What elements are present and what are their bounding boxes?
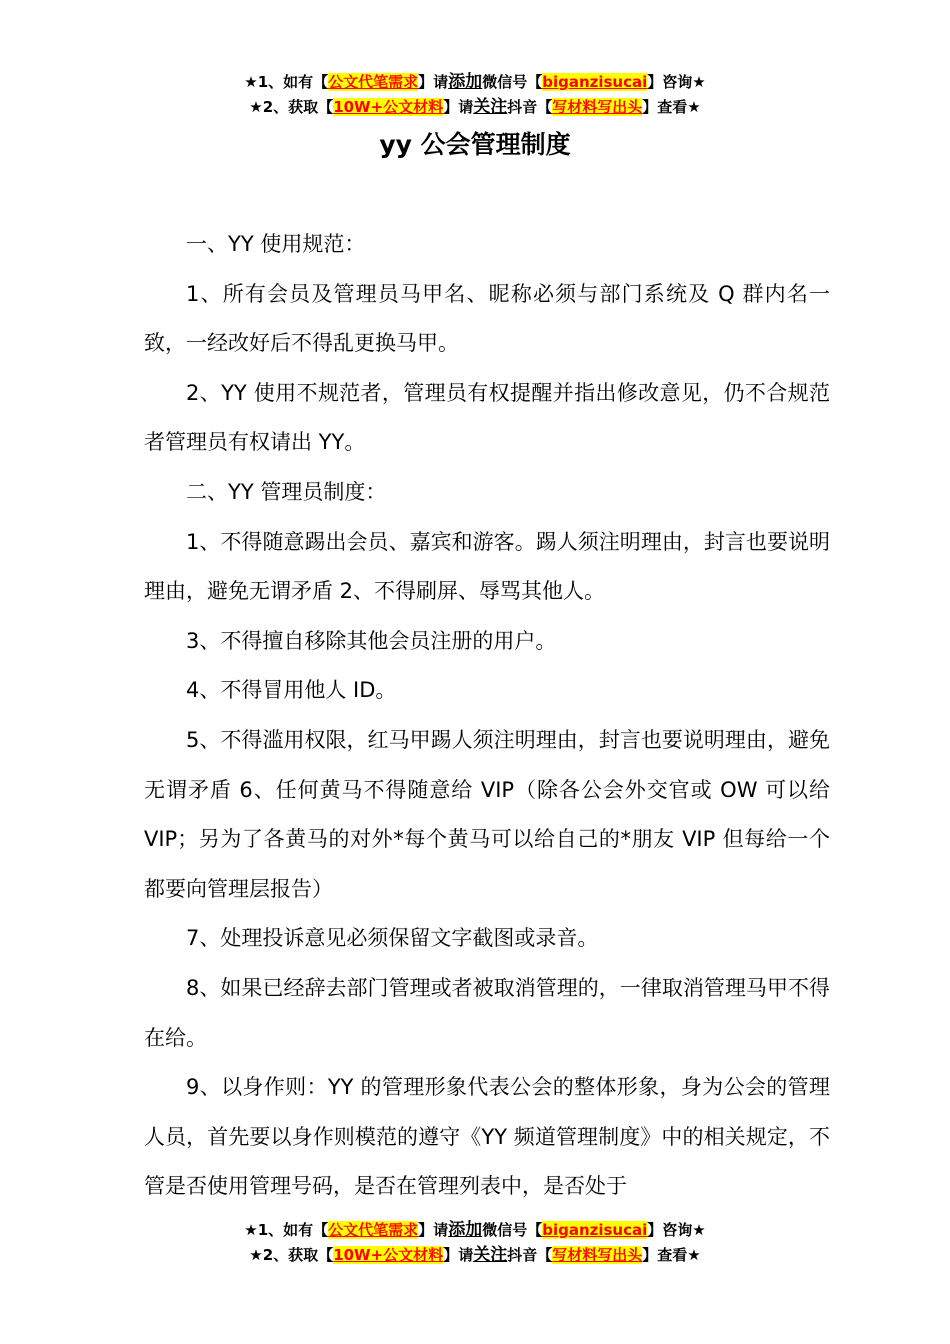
paragraph: 1、不得随意踢出会员、嘉宾和游客。踢人须注明理由，封言也要说明理由，避免无谓矛盾 2、不得刷屏、辱骂其他人。: [144, 529, 830, 604]
highlight-douyin: 写材料写出头: [552, 98, 643, 116]
banner-text: 微信号【: [482, 73, 543, 91]
highlight-materials: 10W+公文材料: [333, 98, 444, 116]
banner-text: 微信号【: [482, 1221, 543, 1239]
banner-text: 】请: [443, 98, 474, 116]
banner-text: 】请: [443, 1246, 474, 1264]
document-title: yy 公会管理制度: [379, 130, 571, 159]
star-icon: ★: [244, 73, 258, 91]
banner-text: 1、如有【: [257, 1221, 329, 1239]
banner-text: 】咨询: [647, 73, 693, 91]
section-heading: 一、YY 使用规范：: [186, 232, 366, 256]
banner-text: 】咨询: [647, 1221, 693, 1239]
highlight-wechat-id: biganzisucai: [542, 1221, 648, 1239]
banner-line-1: [0, 70, 950, 95]
banner-text: 】请: [418, 1221, 449, 1239]
banner-emphasis: 添加: [448, 72, 483, 92]
highlight-wechat-id: biganzisucai: [542, 73, 648, 91]
banner-emphasis: 关注: [473, 1245, 508, 1265]
banner-emphasis: 添加: [448, 1220, 483, 1240]
banner-text: 2、获取【: [262, 98, 334, 116]
paragraph: 3、不得擅自移除其他会员注册的用户。: [186, 628, 557, 653]
star-icon: ★: [249, 1246, 263, 1264]
banner-text: 2、获取【: [262, 1246, 334, 1264]
star-icon: ★: [687, 98, 701, 116]
star-icon: ★: [692, 1221, 706, 1239]
section-heading: 二、YY 管理员制度：: [186, 479, 387, 504]
highlight-ghostwriting: 公文代笔需求: [328, 1221, 419, 1239]
banner-text: 】查看: [642, 1246, 688, 1264]
banner-text: 抖音【: [507, 98, 553, 116]
highlight-ghostwriting: 公文代笔需求: [328, 73, 419, 91]
banner-line-2: [0, 95, 950, 120]
star-icon: ★: [244, 1221, 258, 1239]
highlight-douyin: 写材料写出头: [552, 1246, 643, 1264]
paragraph: 2、YY 使用不规范者，管理员有权提醒并指出修改意见，仍不合规范者管理员有权请出 YY。: [144, 380, 830, 455]
banner-text: 抖音【: [507, 1246, 553, 1264]
star-icon: ★: [692, 73, 706, 91]
banner-text: 】查看: [642, 98, 688, 116]
document-body: [144, 220, 830, 1212]
footer-banner: [0, 1218, 950, 1268]
paragraph: 4、不得冒用他人 ID。: [186, 678, 397, 703]
banner-text: 】请: [418, 73, 449, 91]
banner-line-1: [0, 1218, 950, 1243]
banner-emphasis: 关注: [473, 97, 508, 117]
star-icon: ★: [249, 98, 263, 116]
paragraph: 8、如果已经辞去部门管理或者被取消管理的，一律取消管理马甲不得在给。: [144, 975, 830, 1050]
header-banner: [0, 70, 950, 120]
banner-line-2: [0, 1243, 950, 1268]
highlight-materials: 10W+公文材料: [333, 1246, 444, 1264]
star-icon: ★: [687, 1246, 701, 1264]
banner-text: 1、如有【: [257, 73, 329, 91]
paragraph: 5、不得滥用权限，红马甲踢人须注明理由，封言也要说明理由，避免无谓矛盾 6、任何黄马不得随意给 VIP（除各公会外交官或 OW 可以给 VIP；另为了各黄马的对外*每个黄马可以给自己的*朋友 VIP 但每给一个都要向管理层报告）: [144, 727, 830, 901]
paragraph: 1、所有会员及管理员马甲名、昵称必须与部门系统及 Q 群内名一致，一经改好后不得乱更换马甲。: [144, 281, 830, 356]
paragraph: 7、处理投诉意见必须保留文字截图或录音。: [186, 926, 599, 951]
paragraph: 9、以身作则：YY 的管理形象代表公会的整体形象，身为公会的管理人员，首先要以身作则模范的遵守《YY 频道管理制度》中的相关规定，不管是否使用管理号码，是否在管理列表中，是否处于: [144, 1075, 830, 1199]
